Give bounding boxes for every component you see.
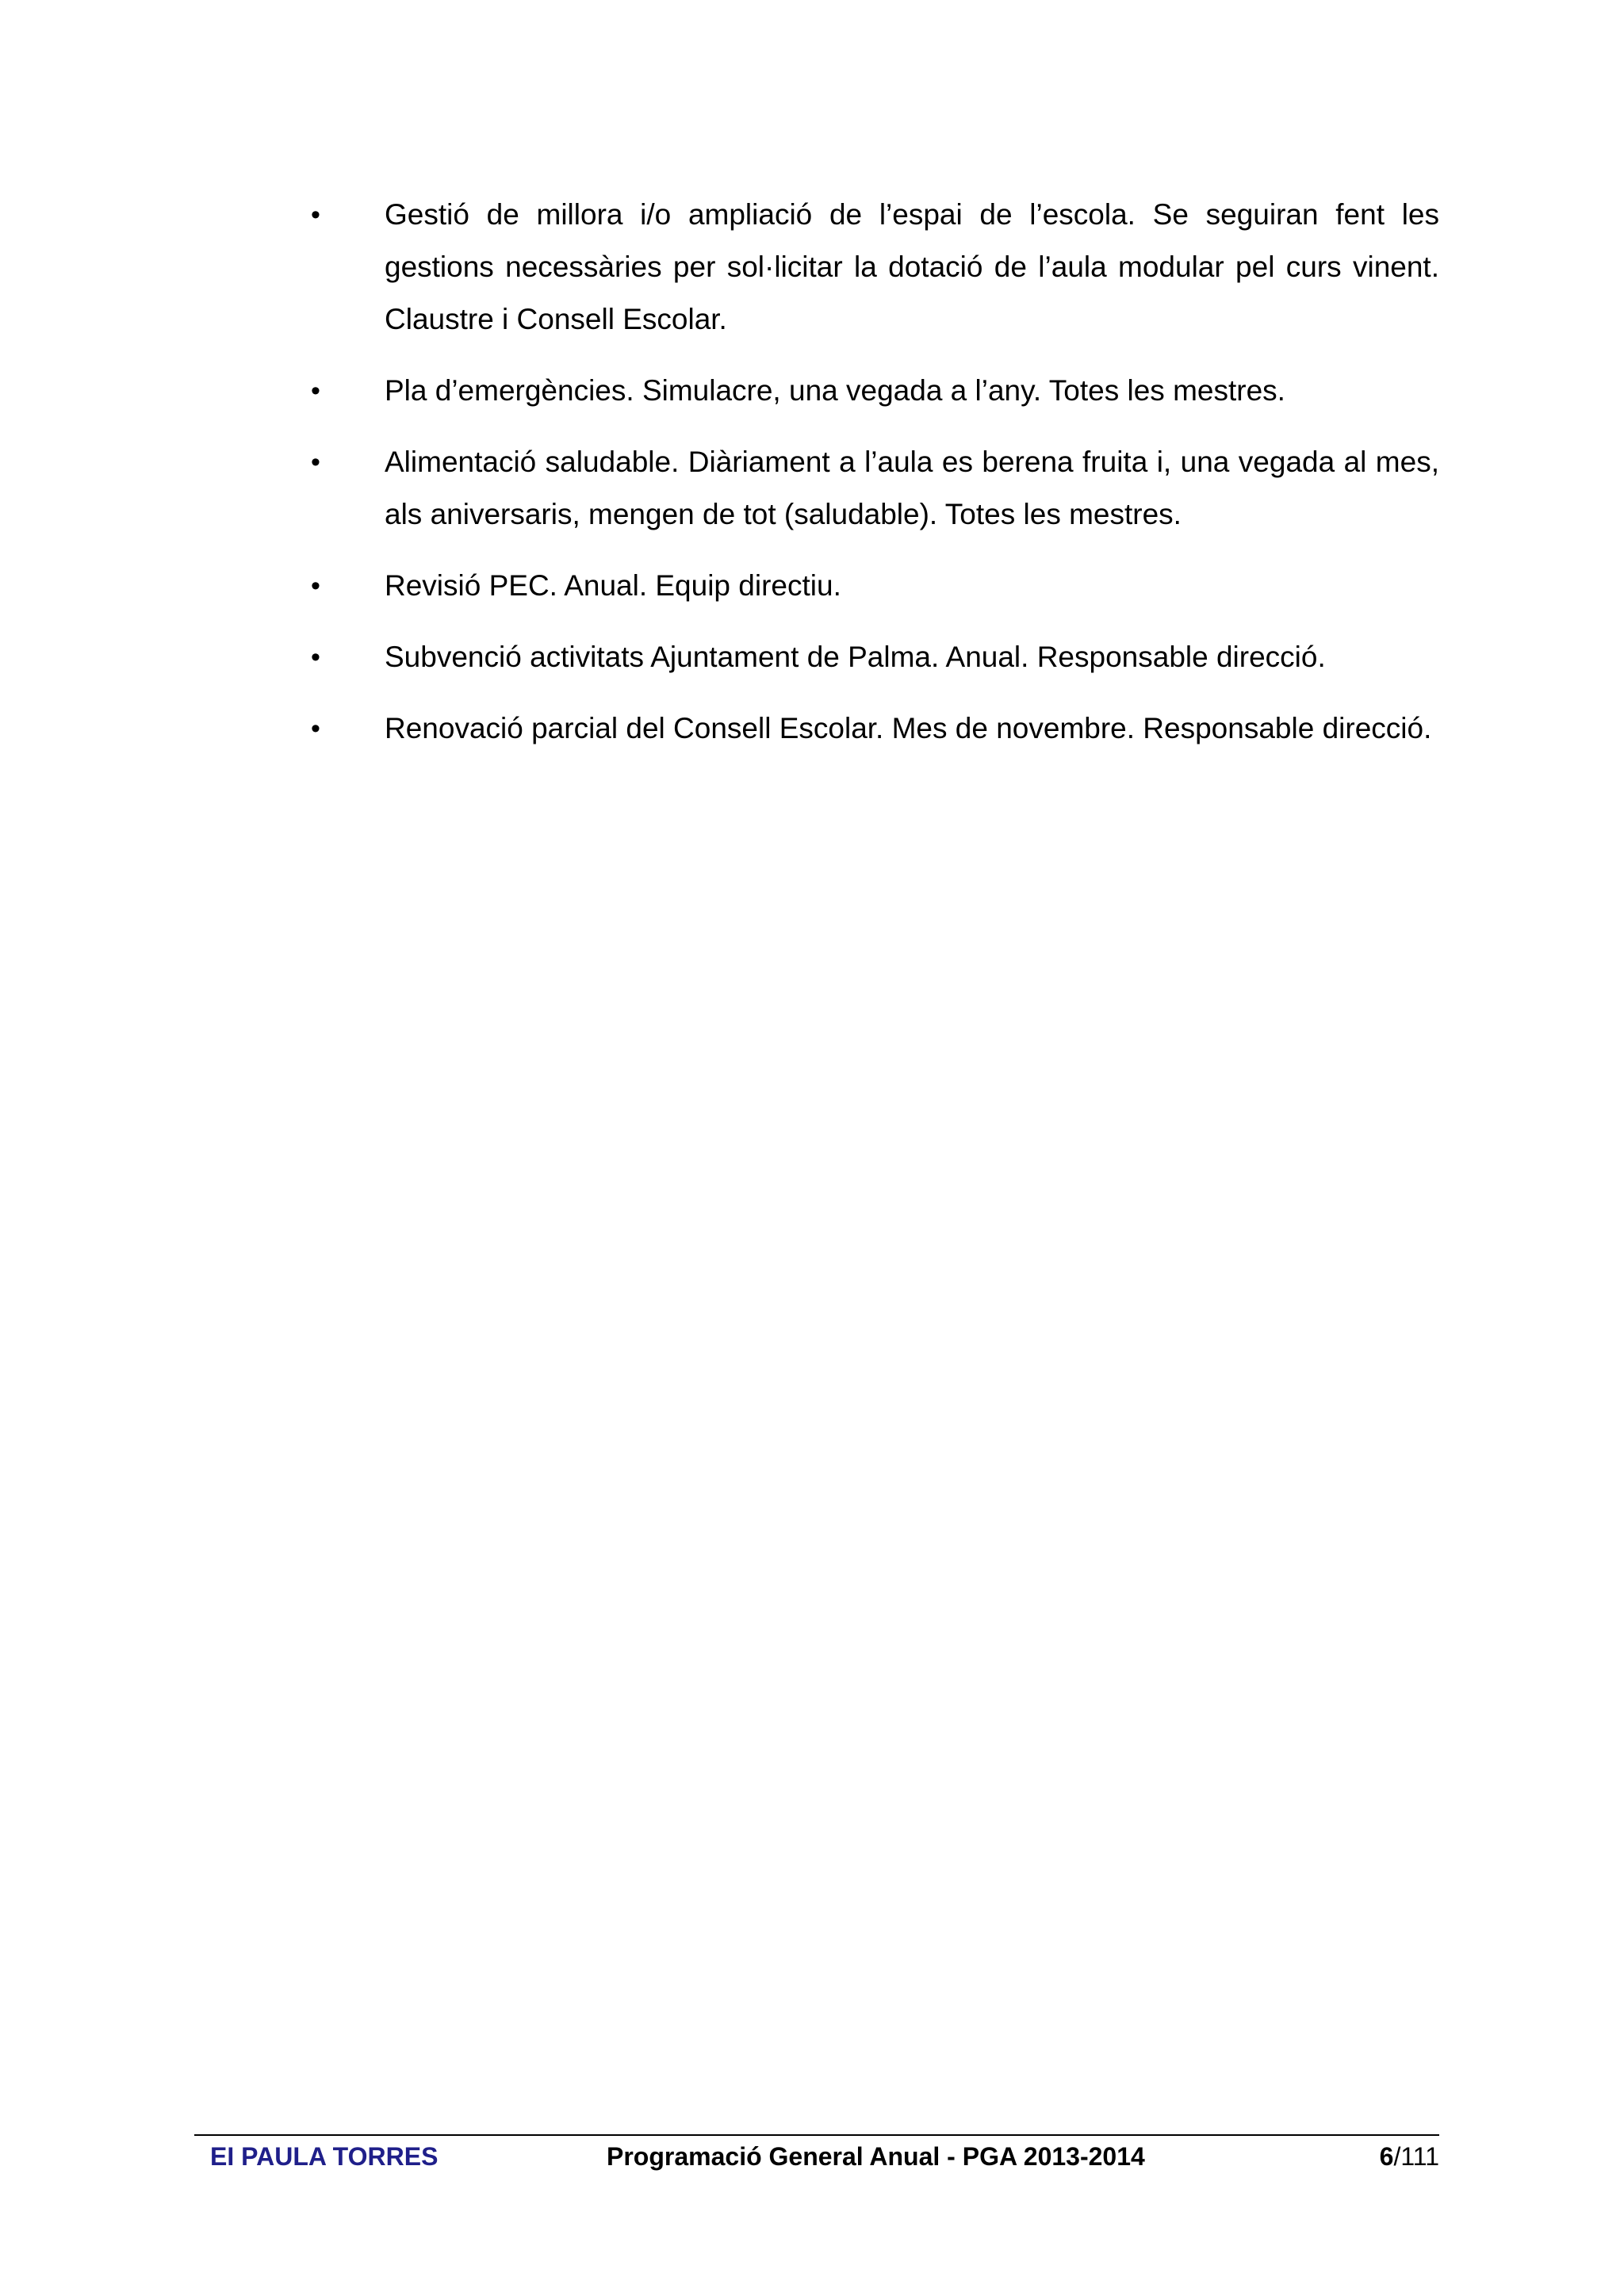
footer-school-name: EI PAULA TORRES: [210, 2142, 439, 2171]
footer-page-indicator: [1380, 2137, 1439, 2175]
bullet-list: [305, 189, 1439, 774]
list-item-text: Revisió PEC. Anual. Equip directiu.: [385, 569, 841, 602]
list-item: [305, 189, 1439, 346]
list-item: [305, 702, 1439, 755]
bullet-icon: •: [311, 642, 320, 672]
bullet-icon: •: [311, 200, 320, 230]
list-item: [305, 365, 1439, 417]
footer-page-number: 6: [1379, 2142, 1394, 2171]
bullet-icon: •: [311, 571, 320, 601]
list-item-text: Subvenció activitats Ajuntament de Palma. Anual. Responsable direcció.: [385, 641, 1326, 673]
bullet-icon: •: [311, 714, 320, 744]
list-item: [305, 631, 1439, 683]
list-item: [305, 560, 1439, 612]
page-footer: [194, 2137, 1439, 2177]
list-item: [305, 436, 1439, 541]
footer-divider: [194, 2134, 1439, 2136]
footer-page-total: /111: [1393, 2142, 1439, 2171]
list-item-text: Alimentació saludable. Diàriament a l’aula es berena fruita i, una vegada al mes, als aniversaris, mengen de tot (saludable). Totes les mestres.: [385, 446, 1439, 530]
list-item-text: Renovació parcial del Consell Escolar. Mes de novembre. Responsable direcció.: [385, 712, 1432, 744]
bullet-icon: •: [311, 376, 320, 406]
list-item-text: Gestió de millora i/o ampliació de l’espai de l’escola. Se seguiran fent les gestions necessàries per sol·licitar la dotació de l’aula modular pel curs vinent. Claustre i Consell Escolar.: [385, 198, 1439, 335]
footer-document-title: Programació General Anual - PGA 2013-2014: [607, 2142, 1145, 2171]
bullet-icon: •: [311, 447, 320, 477]
list-item-text: Pla d’emergències. Simulacre, una vegada a l’any. Totes les mestres.: [385, 374, 1285, 407]
